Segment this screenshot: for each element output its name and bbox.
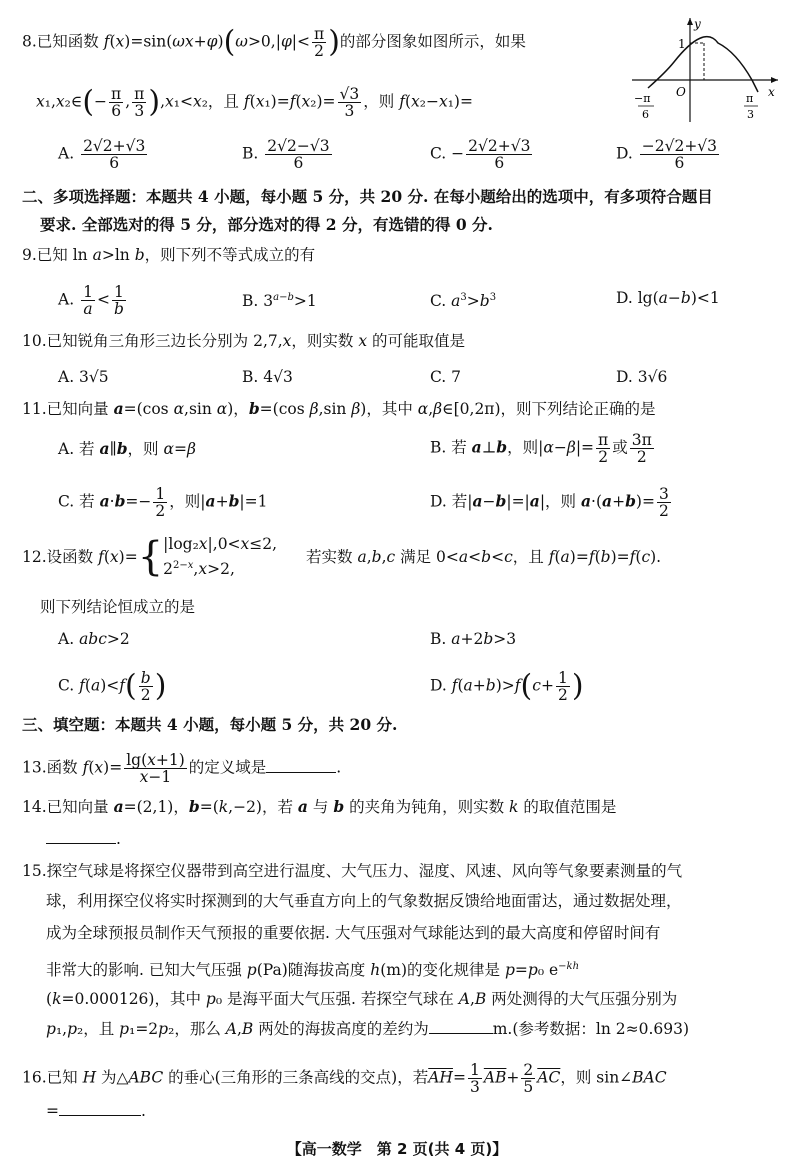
graph-left-tick: −π — [634, 92, 651, 105]
q15-line6: p₁,p₂，且 p₁=2p₂，那么 A,B 两处的海拔高度的差约为 m.(参考数据：ln 2≈0.693) — [46, 1020, 690, 1038]
graph-y-label: y — [694, 17, 701, 31]
q8-stem-line1: 8.已知函数 f(x)=sin(ωx+φ)(ω>0,|φ|< $\frac{\pi}{2}$ )的部分图象如图所示，如果 — [22, 24, 526, 60]
graph-x-label: x — [768, 85, 775, 99]
q12-option-d: D. f(a+b)>f(c+ $\frac{1}{2}$ ) — [430, 668, 584, 704]
q10-stem: 10.已知锐角三角形三边长分别为 2,7,x，则实数 x 的可能取值是 — [22, 332, 466, 350]
section2-line1: 二、多项选择题：本题共 4 小题，每小题 5 分，共 20 分. 在每小题给出的选项中，有多项符合题目 — [22, 187, 713, 206]
section2-line2: 要求. 全部选对的得 5 分，部分选对的得 2 分，有选错的得 0 分. — [40, 215, 493, 234]
q15-line5: (k=0.000126)，其中 p₀ 是海平面大气压强. 若探空气球在 A,B 两处测得的大气压强分别为 — [46, 990, 678, 1008]
q14-line1: 14.已知向量 a=(2,1)，b=(k,−2)，若 a 与 b 的夹角为钝角，则实数 k 的取值范围是 — [22, 797, 617, 816]
q10-option-d: D. 3√6 — [616, 368, 668, 386]
q11-stem: 11.已知向量 a=(cos α,sin α)，b=(cos β,sin β)，其中 α,β∈[0,2π)，则下列结论正确的是 — [22, 399, 656, 418]
q12-line2: 则下列结论恒成立的是 — [40, 598, 196, 616]
q12-stem: 12.设函数 f(x)={|log₂x|,0<x≤2, $2^{2-x},x>2$, 若实数 a,b,c 满足 0<a<b<c，且 f(a)=f(b)=f(c). — [22, 534, 662, 581]
q12-option-c: C. f(a)<f( $\frac{b}{2}$ ) — [58, 668, 167, 704]
svg-text:3: 3 — [747, 108, 754, 121]
q15-line2: 球，利用探空仪将实时探测到的大气垂直方向上的气象数据反馈给地面雷达，通过数据处理， — [46, 892, 682, 910]
q9-option-a: A. $\frac{1}{a}$ < $\frac{1}{b}$ — [58, 283, 124, 318]
q8-option-b: B. $\frac{2√2-√3}{6}$ — [242, 137, 330, 172]
q11-option-d: D. 若|a−b|=|a|，则 a·(a+b)= $\frac{3}{2}$ — [430, 485, 669, 520]
q13: 13.函数 f(x)= $\frac{\lg(x+1)}{x-1}$ 的定义域是 . — [22, 751, 342, 786]
q11-option-b: B. 若 a⊥b，则|α−β|= $\frac{\pi}{2}$ 或 $\frac{3\pi}{2}$ — [430, 431, 652, 466]
page-footer: 【高一数学 第 2 页(共 4 页)】 — [286, 1140, 508, 1158]
q9-option-b: B. $3^{a-b}>1$ — [242, 292, 317, 311]
q15-line1: 15.探空气球是将探空仪器带到高空进行温度、大气压力、湿度、风速、风向等气象要素测量的气 — [22, 862, 683, 880]
section3-title: 三、填空题：本题共 4 小题，每小题 5 分，共 20 分. — [22, 715, 398, 734]
graph-right-tick: π — [746, 92, 754, 105]
q8-stem-line2: x₁,x₂∈(− $\frac{\pi}{6}$ , $\frac{\pi}{3}$ ),x₁<x₂，且 f(x₁)=f(x₂)= $\frac{√3}{3}$ ，则 f(x₂−x₁)= — [36, 84, 473, 120]
graph-one-label: 1 — [678, 37, 686, 51]
q14-line2: . — [46, 828, 121, 850]
q15-line4: 非常大的影响. 已知大气压强 p(Pa)随海拔高度 h(m)的变化规律是 p=p₀ $e^{-kh}$ — [46, 961, 580, 980]
q16-line2: = . — [46, 1102, 146, 1120]
q9-stem: 9.已知 ln a>ln b，则下列不等式成立的有 — [22, 246, 316, 264]
q11-option-c: C. 若 a·b=− $\frac{1}{2}$ ，则|a+b|=1 — [58, 485, 268, 520]
q15-line3: 成为全球预报员制作天气预报的重要依据. 大气压强对气球能达到的最大高度和停留时间有 — [46, 924, 661, 942]
q9-option-d: D. lg(a−b)<1 — [616, 289, 720, 307]
q8-graph — [626, 12, 786, 124]
q9-option-c: C. $a^3>b^3$ — [430, 292, 497, 311]
q12-option-b: B. a+2b>3 — [430, 630, 517, 648]
q8-option-d: D. $\frac{-2√2+√3}{6}$ — [616, 137, 718, 172]
svg-text:6: 6 — [642, 108, 649, 121]
q8-option-c: C. − $\frac{2√2+√3}{6}$ — [430, 137, 531, 172]
q12-option-a: A. abc>2 — [58, 630, 130, 648]
q16-line1: 16.已知 H 为△ABC 的垂心(三角形的三条高线的交点)，若$\overline{AH}=$ $\frac{1}{3}$ $\overline{AB}+$ $\frac{2}{5}$ $\overline{AC}$，则 sin∠BAC — [22, 1061, 667, 1096]
q10-option-c: C. 7 — [430, 368, 462, 386]
graph-origin-label: O — [676, 85, 686, 99]
q10-option-a: A. 3√5 — [58, 368, 109, 386]
q10-option-b: B. 4√3 — [242, 368, 293, 386]
q8-option-a: A. $\frac{2√2+√3}{6}$ — [58, 137, 146, 172]
q11-option-a: A. 若 a∥b，则 α=β — [58, 439, 196, 458]
